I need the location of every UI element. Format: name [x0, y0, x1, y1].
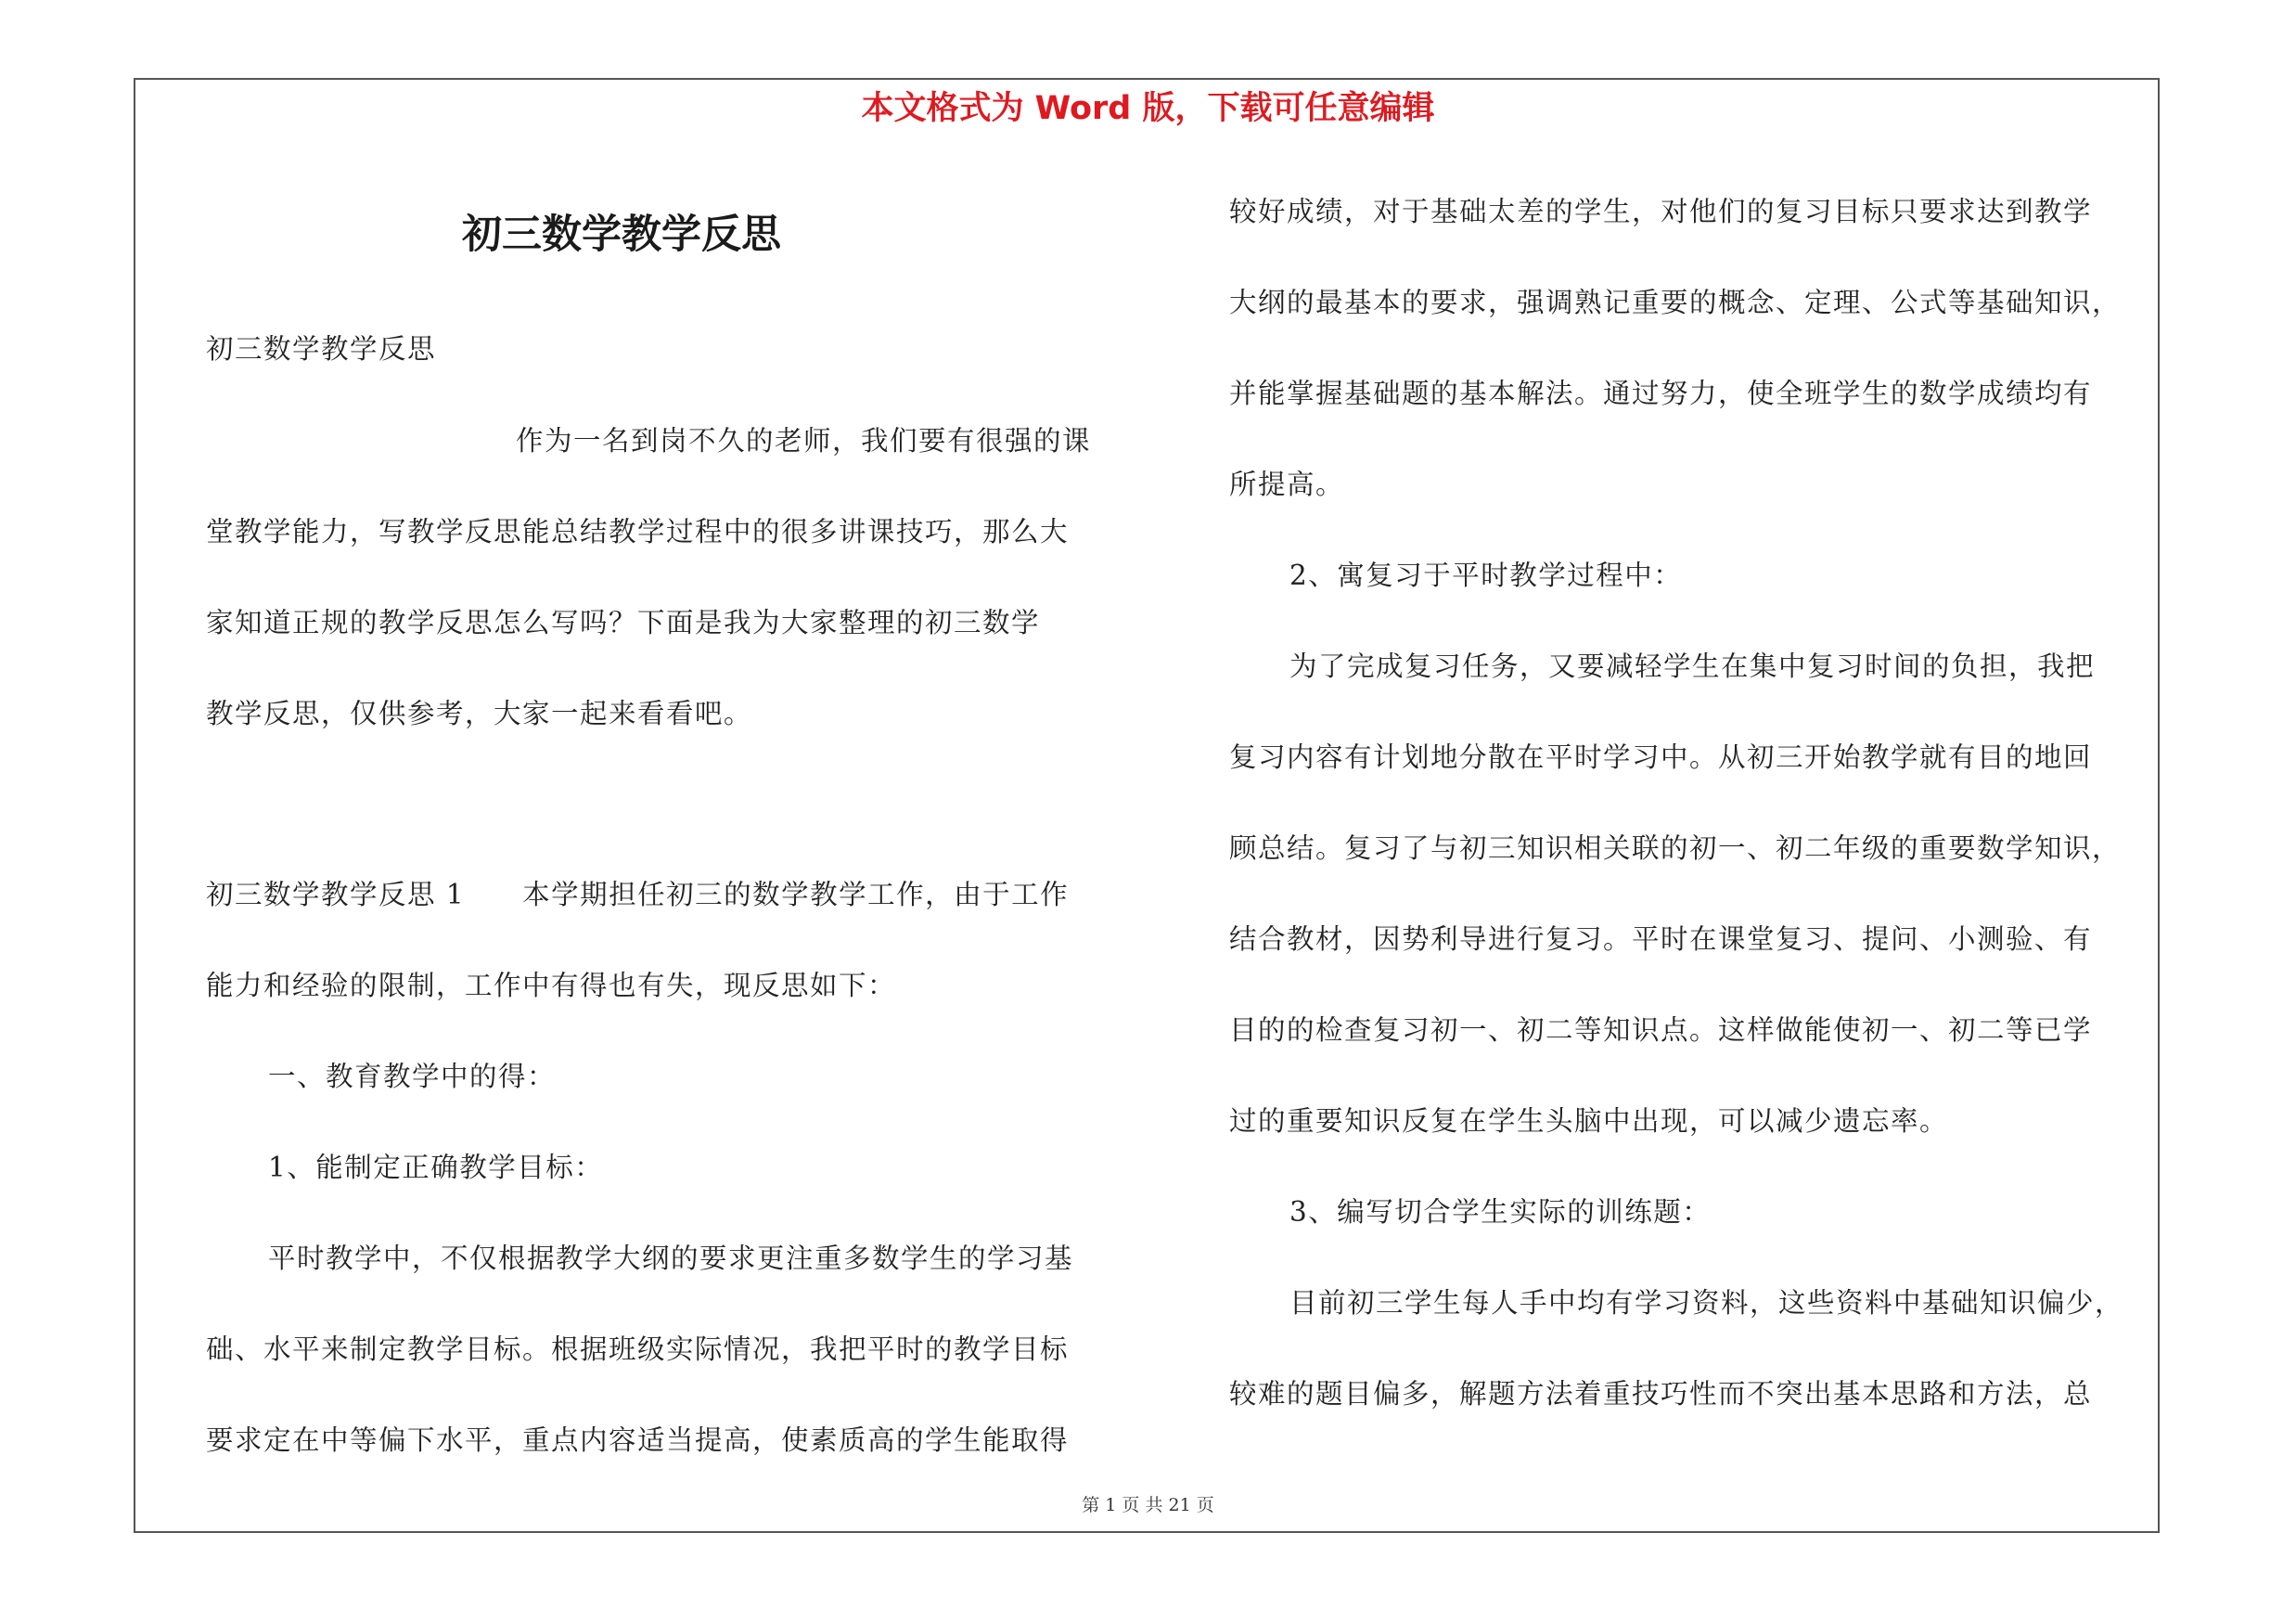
- left-paragraph-line: 初三数学教学反思 1 本学期担任初三的数学教学工作，由于工作: [206, 879, 1070, 910]
- right-paragraph-line: 顾总结。复习了与初三知识相关联的初一、初二年级的重要数学知识，: [1229, 832, 2122, 864]
- right-paragraph-line: 较好成绩，对于基础太差的学生，对他们的复习目标只要求达到教学: [1229, 196, 2093, 227]
- left-paragraph-line: 要求定在中等偏下水平，重点内容适当提高，使素质高的学生能取得: [206, 1424, 1070, 1456]
- right-subsection-heading: 3、编写切合学生实际的训练题：: [1289, 1196, 1712, 1228]
- left-section-heading: 一、教育教学中的得：: [268, 1061, 557, 1092]
- right-paragraph-line: 并能掌握基础题的基本解法。通过努力，使全班学生的数学成绩均有: [1229, 378, 2093, 409]
- right-subsection-heading: 2、寓复习于平时教学过程中：: [1289, 560, 1683, 591]
- left-paragraph-line: 家知道正规的教学反思怎么写吗？下面是我为大家整理的初三数学: [206, 607, 1041, 638]
- page-number-footer: 第 1 页 共 21 页: [1082, 1495, 1214, 1515]
- right-paragraph-line: 所提高。: [1229, 469, 1345, 500]
- right-paragraph-line: 目前初三学生每人手中均有学习资料，这些资料中基础知识偏少，: [1289, 1287, 2124, 1319]
- left-paragraph-line: 教学反思，仅供参考，大家一起来看看吧。: [206, 698, 753, 729]
- right-paragraph-line: 目的的检查复习初一、初二等知识点。这样做能使初一、初二等已学: [1229, 1014, 2093, 1046]
- right-paragraph-line: 较难的题目偏多，解题方法着重技巧性而不突出基本思路和方法，总: [1229, 1378, 2093, 1410]
- right-paragraph-line: 为了完成复习任务，又要减轻学生在集中复习时间的负担，我把: [1289, 650, 2096, 682]
- document-title: 初三数学教学反思: [462, 212, 781, 258]
- left-paragraph-subtitle: 初三数学教学反思: [206, 333, 437, 365]
- left-paragraph-line: 能力和经验的限制，工作中有得也有失，现反思如下：: [206, 970, 897, 1001]
- word-format-banner: 本文格式为 Word 版，下载可任意编辑: [861, 90, 1435, 127]
- left-subsection-heading: 1、能制定正确教学目标：: [268, 1152, 604, 1183]
- left-paragraph-line: 础、水平来制定教学目标。根据班级实际情况，我把平时的教学目标: [206, 1333, 1070, 1365]
- right-paragraph-line: 复习内容有计划地分散在平时学习中。从初三开始教学就有目的地回: [1229, 741, 2093, 773]
- left-paragraph-line: 平时教学中，不仅根据教学大纲的要求更注重多数学生的学习基: [268, 1243, 1074, 1274]
- left-paragraph-line: 堂教学能力，写教学反思能总结教学过程中的很多讲课技巧，那么大: [206, 516, 1070, 547]
- right-paragraph-line: 大纲的最基本的要求，强调熟记重要的概念、定理、公式等基础知识，: [1229, 287, 2122, 318]
- left-paragraph-line: 作为一名到岗不久的老师，我们要有很强的课: [516, 425, 1092, 457]
- right-paragraph-line: 结合教材，因势利导进行复习。平时在课堂复习、提问、小测验、有: [1229, 923, 2093, 955]
- right-paragraph-line: 过的重要知识反复在学生头脑中出现，可以减少遗忘率。: [1229, 1105, 1949, 1137]
